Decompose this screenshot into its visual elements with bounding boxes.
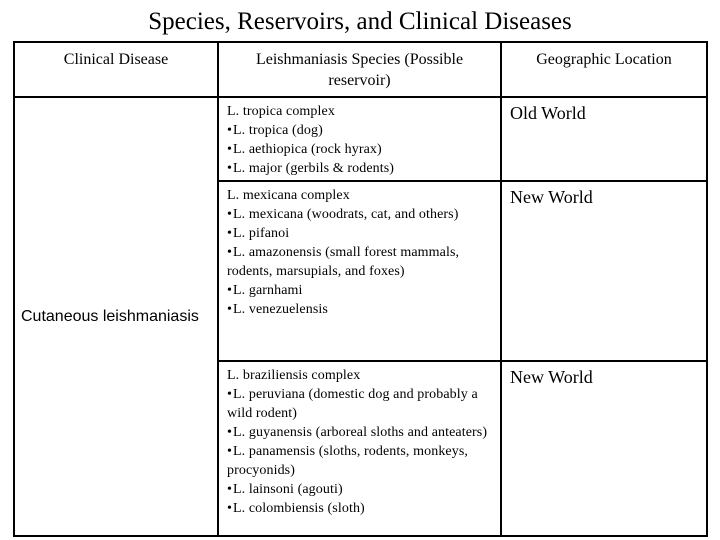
bullet-icon: • — [227, 226, 233, 241]
species-item: •L. aethiopica (rock hyrax) — [227, 142, 382, 157]
complex-name: L. mexicana complex — [227, 188, 350, 203]
species-item: •L. pifanoi — [227, 226, 290, 241]
bullet-icon: • — [227, 283, 233, 298]
header-location: Geographic Location — [501, 42, 707, 97]
bullet-icon: • — [227, 161, 233, 176]
species-table — [13, 41, 708, 537]
header-species: Leishmaniasis Species (Possible reservoir) — [218, 42, 501, 97]
species-cell — [218, 97, 501, 181]
species-item: •L. guyanensis (arboreal sloths and anteaters) — [227, 425, 488, 440]
bullet-icon: • — [227, 387, 233, 402]
location-cell: Old World — [501, 97, 707, 181]
page-title: Species, Reservoirs, and Clinical Diseases — [148, 8, 572, 35]
bullet-icon: • — [227, 425, 233, 440]
bullet-icon: • — [227, 207, 233, 222]
bullet-icon: • — [227, 501, 233, 516]
complex-name: L. tropica complex — [227, 104, 335, 119]
species-item: •L. peruviana (domestic dog and probably a wild rodent) — [227, 387, 478, 421]
species-item: •L. colombiensis (sloth) — [227, 501, 365, 516]
bullet-icon: • — [227, 142, 233, 157]
table-row — [14, 97, 707, 181]
complex-name: L. braziliensis complex — [227, 368, 361, 383]
header-row — [14, 42, 707, 97]
species-item: •L. tropica (dog) — [227, 123, 323, 138]
species-item: •L. venezuelensis — [227, 302, 328, 317]
species-item: •L. panamensis (sloths, rodents, monkeys, procyonids) — [227, 444, 468, 478]
species-item: •L. garnhami — [227, 283, 303, 298]
species-item: •L. mexicana (woodrats, cat, and others) — [227, 207, 459, 222]
bullet-icon: • — [227, 482, 233, 497]
species-item: •L. amazonensis (small forest mammals, rodents, marsupials, and foxes) — [227, 245, 460, 279]
species-item: •L. major (gerbils & rodents) — [227, 161, 395, 176]
species-item: •L. lainsoni (agouti) — [227, 482, 343, 497]
header-clinical-disease: Clinical Disease — [14, 42, 218, 97]
bullet-icon: • — [227, 245, 233, 260]
disease-cell: Cutaneous leishmaniasis — [14, 97, 218, 536]
location-cell: New World — [501, 361, 707, 536]
species-cell — [218, 181, 501, 361]
location-cell: New World — [501, 181, 707, 361]
bullet-icon: • — [227, 302, 233, 317]
bullet-icon: • — [227, 123, 233, 138]
bullet-icon: • — [227, 444, 233, 459]
species-cell — [218, 361, 501, 536]
